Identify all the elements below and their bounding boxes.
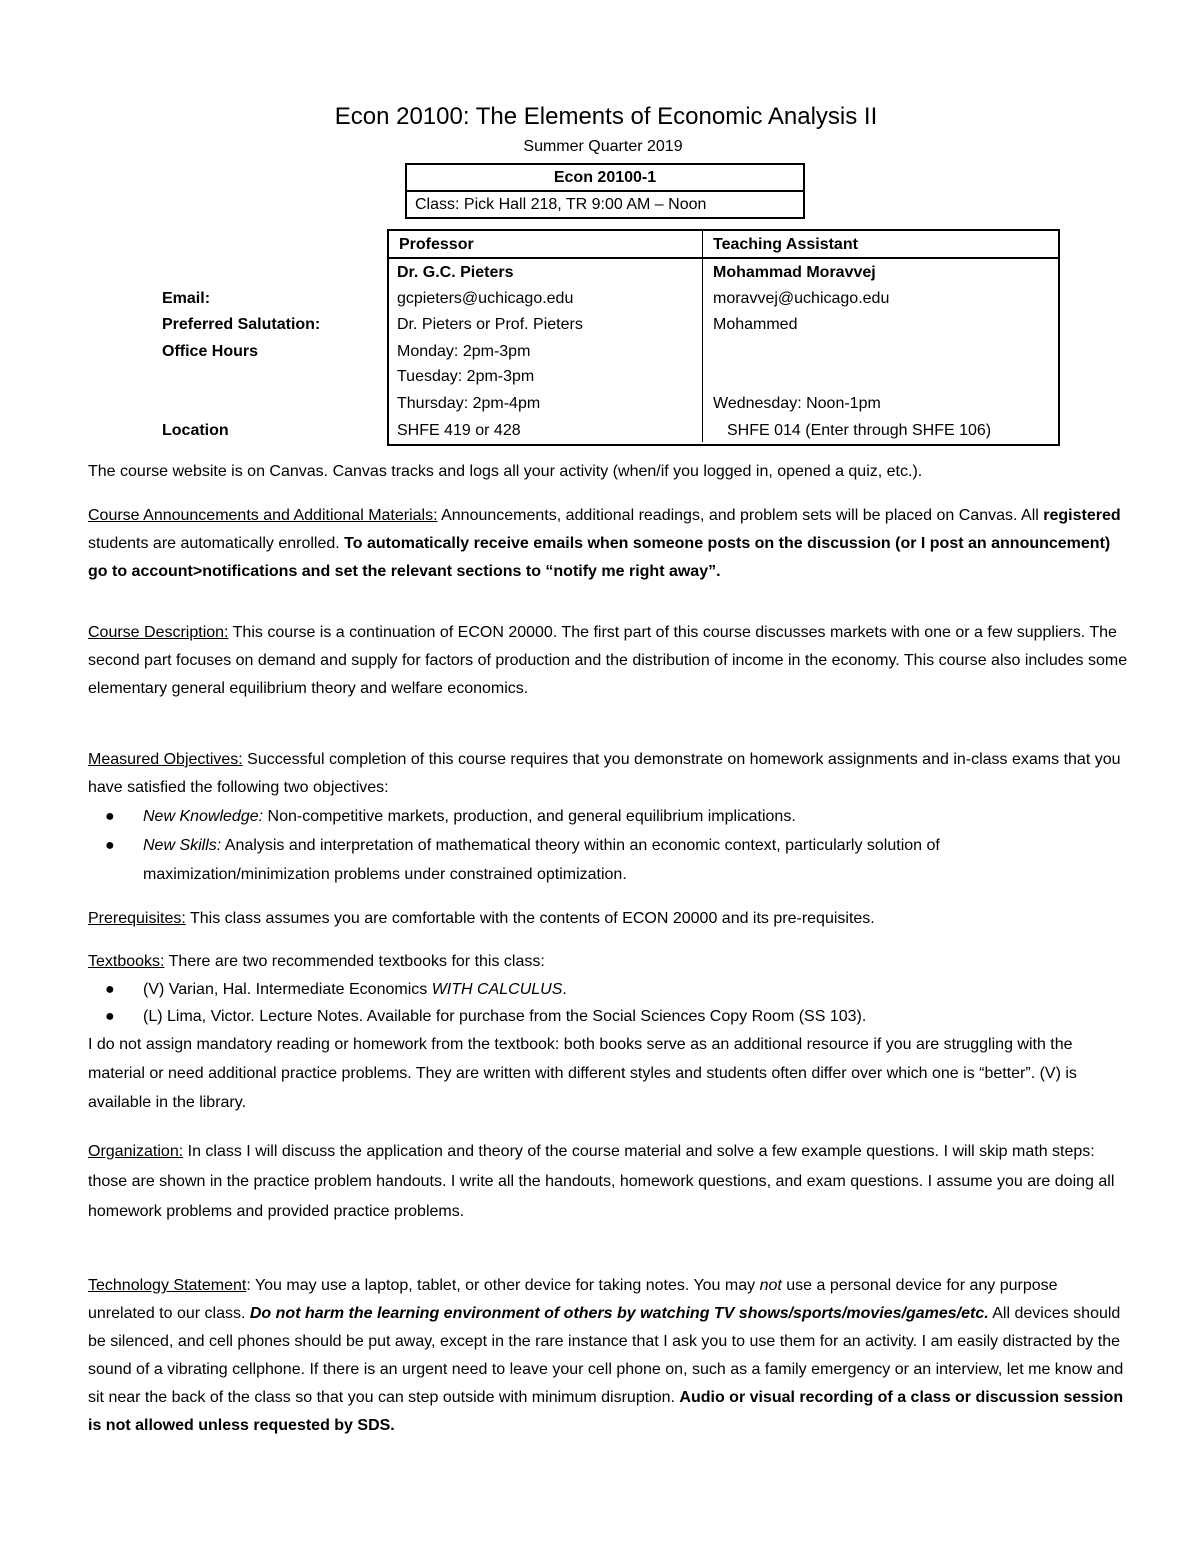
document-title: Econ 20100: The Elements of Economic Analysis II bbox=[334, 103, 878, 130]
technology-bold-end: Audio or visual recording of a class or discussion session is not allowed unless requested by SDS. bbox=[88, 1389, 1124, 1434]
canvas-note bbox=[88, 458, 1128, 486]
objective-1-text: Non-competitive markets, production, and general equilibrium implications. bbox=[263, 808, 796, 825]
ta-name: Mohammad Moravvej bbox=[713, 264, 876, 281]
announcements-section bbox=[88, 502, 1128, 586]
professor-salutation: Dr. Pieters or Prof. Pieters bbox=[397, 316, 583, 333]
technology-text-2: use a personal device for any purpose unrelated to our class. bbox=[88, 1277, 1058, 1322]
class-info-box bbox=[405, 163, 805, 219]
technology-section bbox=[88, 1272, 1128, 1440]
announcements-heading: Course Announcements and Additional Materials: bbox=[88, 507, 438, 524]
technology-text-1: You may use a laptop, tablet, or other device for taking notes. You may bbox=[250, 1277, 760, 1294]
header-divider bbox=[389, 257, 1058, 259]
technology-text-3: All devices should be silenced, and cell phones should be put away, except in the rare instance that I ask you to use them for an activity. I am easily distracted by the sound of a vibrating cellphone. If there is an urgent need to leave your cell phone on, such as a family emergency or an interview, let me know and sit near the back of the class so that you can step outside with minimum disruption. bbox=[88, 1305, 1124, 1406]
organization-section bbox=[88, 1137, 1128, 1227]
ta-salutation: Mohammed bbox=[713, 316, 798, 333]
technology-heading: Technology Statement bbox=[88, 1277, 247, 1294]
organization-heading: Organization: bbox=[88, 1143, 184, 1160]
salutation-label: Preferred Salutation: bbox=[162, 316, 321, 333]
ta-heading: Teaching Assistant bbox=[713, 236, 858, 253]
announcements-text-2: students are automatically enrolled. bbox=[88, 535, 345, 552]
textbooks-text: There are two recommended textbooks for this class: bbox=[164, 953, 545, 970]
professor-heading: Professor bbox=[399, 236, 474, 253]
prerequisites-text: This class assumes you are comfortable with the contents of ECON 20000 and its pre-requisites. bbox=[185, 910, 875, 927]
contact-table bbox=[0, 229, 1200, 445]
announcements-text-1: Announcements, additional readings, and problem sets will be placed on Canvas. All bbox=[437, 507, 1044, 524]
description-heading: Course Description: bbox=[88, 624, 229, 641]
objective-1-label: New Knowledge: bbox=[143, 808, 264, 825]
objectives-section bbox=[88, 746, 1128, 889]
organization-text: In class I will discuss the application and theory of the course material and solve a few example questions. I will skip math steps: those are shown in the practice problem handouts. I write all the handouts, homework questions, and exam questions. I assume you are doing all homework problems and provided practice problems. bbox=[88, 1143, 1115, 1220]
professor-location: SHFE 419 or 428 bbox=[397, 422, 521, 439]
professor-hours-thursday: Thursday: 2pm-4pm bbox=[397, 395, 541, 412]
list-item bbox=[88, 1003, 1128, 1030]
bullet-icon: ● bbox=[105, 837, 115, 854]
book-2: (L) Lima, Victor. Lecture Notes. Available for purchase from the Social Sciences Copy Room (SS 103). bbox=[143, 1008, 867, 1025]
objective-2-text: Analysis and interpretation of mathematical theory within an economic context, particularly solution of maximization/minimization problems under constrained optimization. bbox=[143, 837, 940, 883]
list-item bbox=[88, 802, 1128, 831]
bullet-icon: ● bbox=[105, 1008, 115, 1025]
technology-bold-italic: Do not harm the learning environment of others by watching TV shows/sports/movies/games/etc. bbox=[249, 1305, 989, 1322]
textbooks-list bbox=[88, 976, 1128, 1030]
prerequisites-heading: Prerequisites: bbox=[88, 910, 186, 927]
professor-name: Dr. G.C. Pieters bbox=[397, 264, 514, 281]
section-number: Econ 20100-1 bbox=[407, 165, 803, 192]
objectives-heading: Measured Objectives: bbox=[88, 751, 243, 768]
announcements-bold-2: To automatically receive emails when someone posts on the discussion (or I post an announcement) go to account>notifications and set the relevant sections to “notify me right away”. bbox=[88, 535, 1111, 580]
professor-email[interactable]: gcpieters@uchicago.edu bbox=[397, 290, 574, 307]
book-1: (V) Varian, Hal. Intermediate Economics bbox=[143, 981, 432, 998]
bullet-icon: ● bbox=[105, 981, 115, 998]
technology-colon: : bbox=[246, 1277, 251, 1294]
column-divider bbox=[702, 231, 703, 442]
textbooks-section bbox=[88, 948, 1128, 1117]
announcements-bold-1: registered bbox=[1043, 507, 1121, 524]
ta-email[interactable]: moravvej@uchicago.edu bbox=[713, 290, 890, 307]
list-item bbox=[88, 831, 1128, 889]
canvas-paragraph: The course website is on Canvas. Canvas tracks and logs all your activity (when/if you logged in, opened a quiz, etc.). bbox=[88, 463, 923, 480]
professor-hours-monday: Monday: 2pm-3pm bbox=[397, 343, 531, 360]
document-subtitle: Summer Quarter 2019 bbox=[523, 138, 683, 155]
objectives-list bbox=[88, 802, 1128, 889]
bullet-icon: ● bbox=[105, 808, 115, 825]
book-1-end: . bbox=[562, 981, 567, 998]
office-hours-label: Office Hours bbox=[162, 343, 259, 360]
location-label: Location bbox=[162, 422, 229, 439]
textbooks-note: I do not assign mandatory reading or homework from the textbook: both books serve as an additional resource if you are struggling with the material or need additional practice problems. They are written with different styles and students often differ over which one is “better”. (V) is available in the library. bbox=[88, 1036, 1077, 1111]
textbooks-heading: Textbooks: bbox=[88, 953, 165, 970]
ta-location: SHFE 014 (Enter through SHFE 106) bbox=[727, 422, 992, 439]
ta-hours: Wednesday: Noon-1pm bbox=[713, 395, 881, 412]
description-section bbox=[88, 619, 1128, 703]
objective-2-label: New Skills: bbox=[143, 837, 222, 854]
list-item bbox=[88, 976, 1128, 1003]
technology-italic: not bbox=[759, 1277, 782, 1294]
prerequisites-section bbox=[88, 905, 1128, 933]
description-text: This course is a continuation of ECON 20000. The first part of this course discusses markets with one or a few suppliers. The second part focuses on demand and supply for factors of production and the distribution of income in the economy. This course also includes some elementary general equilibrium theory and welfare economics. bbox=[88, 624, 1128, 697]
book-1-italic: WITH CALCULUS bbox=[431, 981, 563, 998]
professor-hours-tuesday: Tuesday: 2pm-3pm bbox=[397, 368, 535, 385]
class-schedule: Class: Pick Hall 218, TR 9:00 AM – Noon bbox=[415, 196, 707, 213]
objectives-text: Successful completion of this course requires that you demonstrate on homework assignments and in-class exams that you have satisfied the following two objectives: bbox=[88, 751, 1121, 796]
email-label: Email: bbox=[162, 290, 211, 307]
